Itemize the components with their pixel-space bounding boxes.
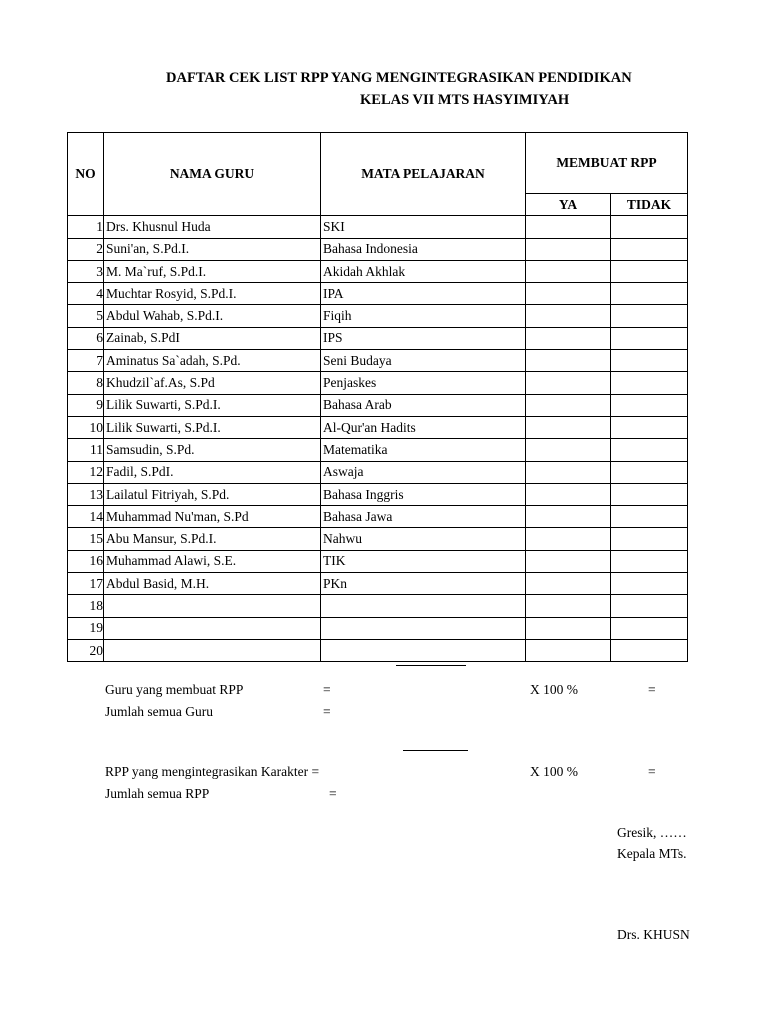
row-number: 7 bbox=[68, 350, 104, 372]
row-subject bbox=[321, 617, 526, 639]
row-number: 1 bbox=[68, 216, 104, 238]
table-row bbox=[68, 350, 688, 372]
table-row bbox=[68, 595, 688, 617]
row-teacher-name bbox=[104, 595, 321, 617]
row-tidak-cell bbox=[611, 639, 688, 661]
document-title-line1: DAFTAR CEK LIST RPP YANG MENGINTEGRASIKAN PENDIDIKAN bbox=[166, 70, 632, 86]
row-ya-cell bbox=[526, 573, 611, 595]
table-row bbox=[68, 461, 688, 483]
row-subject: PKn bbox=[321, 573, 526, 595]
checklist-table bbox=[67, 132, 688, 662]
row-subject: Bahasa Jawa bbox=[321, 506, 526, 528]
table-row bbox=[68, 573, 688, 595]
table-row bbox=[68, 283, 688, 305]
formula2-denominator: Jumlah semua RPP bbox=[105, 786, 210, 801]
row-teacher-name: Drs. Khusnul Huda bbox=[104, 216, 321, 238]
signature-place-date: Gresik, …… bbox=[617, 825, 687, 840]
formula2-numerator: RPP yang mengintegrasikan Karakter = bbox=[105, 764, 320, 779]
row-ya-cell bbox=[526, 416, 611, 438]
table-row bbox=[68, 305, 688, 327]
row-teacher-name: Lailatul Fitriyah, S.Pd. bbox=[104, 483, 321, 505]
row-tidak-cell bbox=[611, 617, 688, 639]
row-tidak-cell bbox=[611, 506, 688, 528]
row-number: 12 bbox=[68, 461, 104, 483]
header-ya: YA bbox=[526, 194, 611, 216]
row-ya-cell bbox=[526, 394, 611, 416]
row-ya-cell bbox=[526, 483, 611, 505]
row-number: 17 bbox=[68, 573, 104, 595]
row-tidak-cell bbox=[611, 573, 688, 595]
formula1-numerator-eq: = bbox=[323, 682, 331, 697]
table-row bbox=[68, 617, 688, 639]
table-row bbox=[68, 372, 688, 394]
row-ya-cell bbox=[526, 506, 611, 528]
row-number: 16 bbox=[68, 550, 104, 572]
table-body bbox=[68, 216, 688, 662]
table-row bbox=[68, 550, 688, 572]
row-teacher-name: Lilik Suwarti, S.Pd.I. bbox=[104, 416, 321, 438]
row-tidak-cell bbox=[611, 483, 688, 505]
row-number: 2 bbox=[68, 238, 104, 260]
row-tidak-cell bbox=[611, 305, 688, 327]
row-ya-cell bbox=[526, 528, 611, 550]
header-no: NO bbox=[68, 133, 104, 216]
formula2-multiplier: X 100 % bbox=[530, 764, 578, 779]
row-subject: SKI bbox=[321, 216, 526, 238]
row-ya-cell bbox=[526, 327, 611, 349]
row-subject: Al-Qur'an Hadits bbox=[321, 416, 526, 438]
table-row bbox=[68, 639, 688, 661]
row-subject: TIK bbox=[321, 550, 526, 572]
header-subject: MATA PELAJARAN bbox=[321, 133, 526, 216]
document-title-line2: KELAS VII MTS HASYIMIYAH bbox=[360, 92, 570, 108]
row-ya-cell bbox=[526, 639, 611, 661]
row-subject: Penjaskes bbox=[321, 372, 526, 394]
row-subject bbox=[321, 639, 526, 661]
row-teacher-name: Fadil, S.PdI. bbox=[104, 461, 321, 483]
row-teacher-name: Abdul Wahab, S.Pd.I. bbox=[104, 305, 321, 327]
row-teacher-name bbox=[104, 639, 321, 661]
table-row bbox=[68, 260, 688, 282]
table-row bbox=[68, 416, 688, 438]
table-row bbox=[68, 506, 688, 528]
table-row bbox=[68, 238, 688, 260]
row-ya-cell bbox=[526, 260, 611, 282]
row-tidak-cell bbox=[611, 350, 688, 372]
row-subject: Bahasa Arab bbox=[321, 394, 526, 416]
row-tidak-cell bbox=[611, 260, 688, 282]
row-subject: Matematika bbox=[321, 439, 526, 461]
signature-position: Kepala MTs. bbox=[617, 846, 687, 861]
header-membuat-rpp: MEMBUAT RPP bbox=[526, 133, 688, 194]
row-number: 14 bbox=[68, 506, 104, 528]
header-tidak: TIDAK bbox=[611, 194, 688, 216]
row-teacher-name: Lilik Suwarti, S.Pd.I. bbox=[104, 394, 321, 416]
fraction-line-2 bbox=[403, 750, 468, 751]
row-ya-cell bbox=[526, 350, 611, 372]
row-teacher-name: Abu Mansur, S.Pd.I. bbox=[104, 528, 321, 550]
formula1-numerator: Guru yang membuat RPP bbox=[105, 682, 244, 697]
row-tidak-cell bbox=[611, 372, 688, 394]
row-number: 20 bbox=[68, 639, 104, 661]
row-subject: Akidah Akhlak bbox=[321, 260, 526, 282]
row-ya-cell bbox=[526, 238, 611, 260]
row-subject: IPA bbox=[321, 283, 526, 305]
row-tidak-cell bbox=[611, 550, 688, 572]
row-teacher-name bbox=[104, 617, 321, 639]
row-teacher-name: M. Ma`ruf, S.Pd.I. bbox=[104, 260, 321, 282]
row-teacher-name: Abdul Basid, M.H. bbox=[104, 573, 321, 595]
row-tidak-cell bbox=[611, 216, 688, 238]
row-ya-cell bbox=[526, 461, 611, 483]
row-ya-cell bbox=[526, 617, 611, 639]
row-number: 11 bbox=[68, 439, 104, 461]
row-number: 9 bbox=[68, 394, 104, 416]
row-number: 18 bbox=[68, 595, 104, 617]
row-teacher-name: Samsudin, S.Pd. bbox=[104, 439, 321, 461]
header-name: NAMA GURU bbox=[104, 133, 321, 216]
row-number: 10 bbox=[68, 416, 104, 438]
table-row bbox=[68, 216, 688, 238]
formula2-denominator-eq: = bbox=[329, 786, 337, 801]
row-number: 6 bbox=[68, 327, 104, 349]
row-tidak-cell bbox=[611, 327, 688, 349]
row-number: 3 bbox=[68, 260, 104, 282]
row-ya-cell bbox=[526, 305, 611, 327]
row-number: 5 bbox=[68, 305, 104, 327]
signature-name: Drs. KHUSN bbox=[617, 927, 690, 942]
table-row bbox=[68, 394, 688, 416]
row-number: 19 bbox=[68, 617, 104, 639]
row-number: 8 bbox=[68, 372, 104, 394]
row-subject: Nahwu bbox=[321, 528, 526, 550]
row-tidak-cell bbox=[611, 283, 688, 305]
row-number: 15 bbox=[68, 528, 104, 550]
row-teacher-name: Aminatus Sa`adah, S.Pd. bbox=[104, 350, 321, 372]
row-ya-cell bbox=[526, 216, 611, 238]
row-tidak-cell bbox=[611, 416, 688, 438]
row-teacher-name: Muhammad Nu'man, S.Pd bbox=[104, 506, 321, 528]
row-ya-cell bbox=[526, 372, 611, 394]
row-teacher-name: Muhammad Alawi, S.E. bbox=[104, 550, 321, 572]
row-teacher-name: Zainab, S.PdI bbox=[104, 327, 321, 349]
row-tidak-cell bbox=[611, 394, 688, 416]
formula1-denominator: Jumlah semua Guru bbox=[105, 704, 213, 719]
row-tidak-cell bbox=[611, 595, 688, 617]
table-row bbox=[68, 327, 688, 349]
table-row bbox=[68, 483, 688, 505]
row-ya-cell bbox=[526, 550, 611, 572]
row-ya-cell bbox=[526, 595, 611, 617]
row-tidak-cell bbox=[611, 238, 688, 260]
row-subject bbox=[321, 595, 526, 617]
row-ya-cell bbox=[526, 283, 611, 305]
row-tidak-cell bbox=[611, 528, 688, 550]
row-subject: IPS bbox=[321, 327, 526, 349]
row-subject: Seni Budaya bbox=[321, 350, 526, 372]
row-tidak-cell bbox=[611, 439, 688, 461]
fraction-line-1 bbox=[396, 665, 466, 666]
row-number: 4 bbox=[68, 283, 104, 305]
formula1-denominator-eq: = bbox=[323, 704, 331, 719]
row-teacher-name: Muchtar Rosyid, S.Pd.I. bbox=[104, 283, 321, 305]
formula2-result-eq: = bbox=[648, 764, 656, 779]
formula1-multiplier: X 100 % bbox=[530, 682, 578, 697]
row-subject: Bahasa Inggris bbox=[321, 483, 526, 505]
table-row bbox=[68, 439, 688, 461]
row-subject: Fiqih bbox=[321, 305, 526, 327]
row-ya-cell bbox=[526, 439, 611, 461]
table-row bbox=[68, 528, 688, 550]
row-number: 13 bbox=[68, 483, 104, 505]
row-subject: Bahasa Indonesia bbox=[321, 238, 526, 260]
row-subject: Aswaja bbox=[321, 461, 526, 483]
formula1-result-eq: = bbox=[648, 682, 656, 697]
row-tidak-cell bbox=[611, 461, 688, 483]
row-teacher-name: Suni'an, S.Pd.I. bbox=[104, 238, 321, 260]
row-teacher-name: Khudzil`af.As, S.Pd bbox=[104, 372, 321, 394]
